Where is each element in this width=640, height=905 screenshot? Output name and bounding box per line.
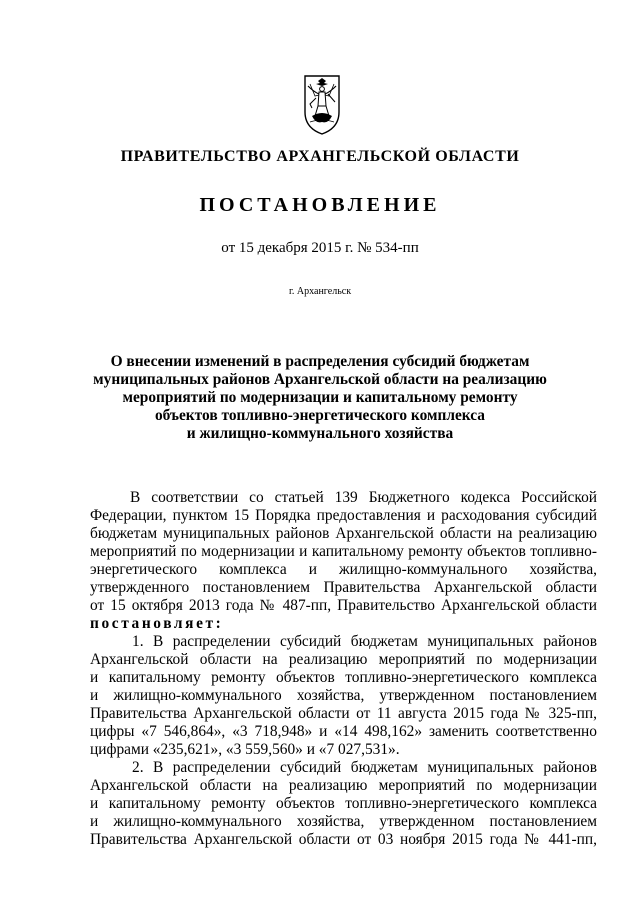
body-line: В соответствии со статьей 139 Бюджетного кодекса Российской — [130, 489, 597, 506]
body-line: и капитальному ремонту объектов топливно-энергетического комплекса — [90, 669, 597, 686]
document-date-number: от 15 декабря 2015 г. № 534-пп — [221, 240, 419, 256]
body-line: цифры «7 546,864», «3 718,948» и «14 498,162» заменить соответственно — [90, 723, 597, 740]
body-line: мероприятий по модернизации и капитальному ремонту объектов топливно- — [90, 543, 597, 560]
subject-line: мероприятий по модернизации и капитальному ремонту — [122, 389, 518, 406]
body-line: цифрами «235,621», «3 559,560» и «7 027,531». — [90, 741, 400, 758]
subject-line: О внесении изменений в распределения субсидий бюджетам — [110, 353, 530, 370]
body-line: 1. В распределении субсидий бюджетам муниципальных районов — [132, 633, 597, 650]
body-line: Архангельской области на реализацию мероприятий по модернизации — [90, 777, 597, 794]
document-type-title: ПОСТАНОВЛЕНИЕ — [199, 194, 441, 216]
resolves-word: постановляет: — [90, 615, 224, 632]
document-city: г. Архангельск — [288, 286, 352, 297]
coat-of-arms-icon — [302, 72, 342, 136]
body-line: Федерации, пунктом 15 Порядка предоставления и расходования субсидий — [90, 507, 597, 524]
body-line: и капитальному ремонту объектов топливно-энергетического комплекса — [90, 795, 597, 812]
government-name: ПРАВИТЕЛЬСТВО АРХАНГЕЛЬСКОЙ ОБЛАСТИ — [120, 148, 520, 165]
body-line: энергетического комплекса и жилищно-коммунального хозяйства, — [90, 561, 597, 578]
body-line: утвержденного постановлением Правительства Архангельской области — [90, 579, 597, 596]
document-body — [90, 489, 597, 849]
body-line: Правительства Архангельской области от 11 августа 2015 года № 325-пп, — [90, 705, 597, 722]
body-line: Архангельской области на реализацию мероприятий по модернизации — [90, 651, 597, 668]
body-line: от 15 октября 2013 года № 487-пп, Правительство Архангельской области — [90, 597, 597, 614]
body-line: и жилищно-коммунального хозяйства, утвержденном постановлением — [90, 687, 597, 704]
body-line: 2. В распределении субсидий бюджетам муниципальных районов — [132, 759, 597, 776]
body-line: бюджетам муниципальных районов Архангельской области на реализацию — [90, 525, 597, 542]
subject-line: объектов топливно-энергетического комплекса — [154, 407, 485, 424]
document-subject — [90, 353, 550, 443]
subject-line: муниципальных районов Архангельской области на реализацию — [93, 371, 547, 388]
subject-line: и жилищно-коммунального хозяйства — [186, 425, 454, 442]
body-line: Правительства Архангельской области от 03 ноября 2015 года № 441-пп, — [90, 831, 597, 848]
body-line: и жилищно-коммунального хозяйства, утвержденном постановлением — [90, 813, 597, 830]
